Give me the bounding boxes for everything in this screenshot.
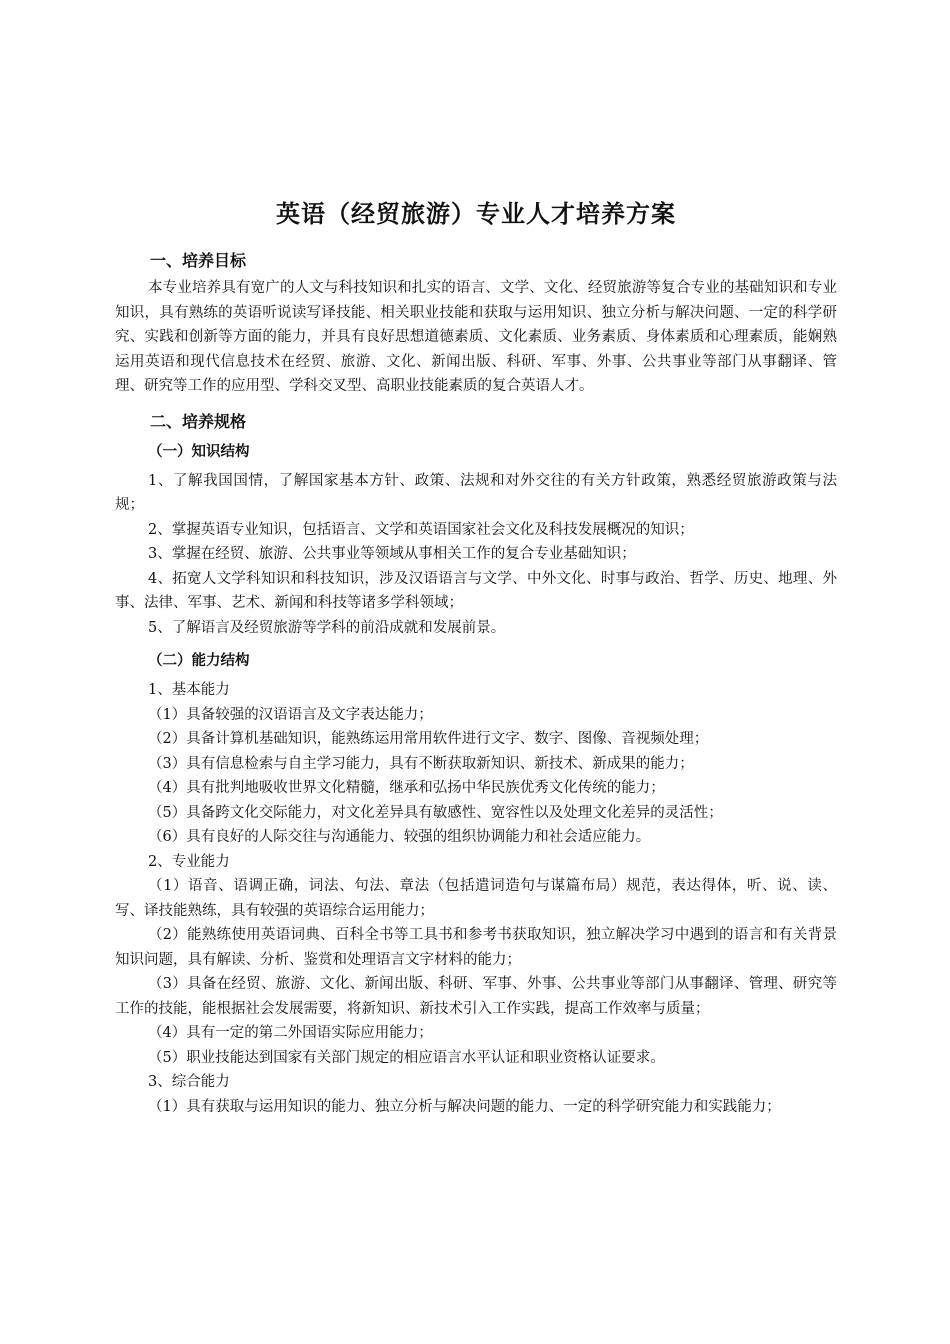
knowledge-item: 2、掌握英语专业知识，包括语言、文学和英语国家社会文化及科技发展概况的知识；	[148, 521, 694, 538]
basic-ability-item: （2）具备计算机基础知识，能熟练运用常用软件进行文字、数字、图像、音视频处理；	[148, 731, 709, 747]
knowledge-item: 4、拓宽人文学科知识和科技知识，涉及汉语语言与文学、中外文化、时事与政治、哲学、历史、地理、外事、法律、军事、艺术、新闻和科技等诸多学科领域；	[115, 570, 837, 611]
professional-ability-item: （5）职业技能达到国家有关部门规定的相应语言水平认证和职业资格认证要求。	[148, 1049, 665, 1066]
basic-ability-item: （1）具备较强的汉语语言及文字表达能力；	[148, 706, 433, 723]
knowledge-item: 1、了解我国国情，了解国家基本方针、政策、法规和对外交往的有关方针政策，熟悉经贸旅游政策与法规；	[115, 472, 837, 513]
professional-ability-item: （2）能熟练使用英语词典、百科全书等工具书和参考书获取知识，独立解决学习中遇到的语言和有关背景知识问题，具有解读、分析、鉴赏和处理语言文字材料的能力；	[115, 927, 837, 968]
basic-ability-item: （4）具有批判地吸收世界文化精髓，继承和弘扬中华民族优秀文化传统的能力；	[148, 780, 665, 796]
goals-paragraph: 本专业培养具有宽广的人文与科技知识和扎实的语言、文学、文化、经贸旅游等复合专业的基础知识和专业知识，具有熟练的英语听说读写译技能、相关职业技能和获取与运用知识、独立分析与解决问题、一定的科学研究、实践和创新等方面的能力，并具有良好思想道德素质、文化素质、业务素质、身体素质和心理素质，能娴熟运用英语和现代信息技术在经贸、旅游、文化、新闻出版、科研、军事、外事、公共事业等部门从事翻译、管理、研究等工作的应用型、学科交叉型、高职业技能素质的复合英语人才。	[115, 280, 837, 394]
basic-ability-item: （3）具有信息检索与自主学习能力，具有不断获取新知识、新技术、新成果的能力；	[148, 755, 694, 772]
professional-ability-item: （3）具备在经贸、旅游、文化、新闻出版、科研、军事、外事、公共事业等部门从事翻译、管理、研究等工作的技能，能根据社会发展需要，将新知识、新技术引入工作实践，提高工作效率与质量；	[115, 976, 837, 1017]
basic-ability-item: （6）具有良好的人际交往与沟通能力、较强的组织协调能力和社会适应能力。	[148, 829, 651, 845]
knowledge-item: 5、了解语言及经贸旅游等学科的前沿成就和发展前景。	[148, 619, 506, 636]
subsection-heading-ability: （二）能力结构	[148, 653, 250, 669]
subsection-heading-knowledge: （一）知识结构	[148, 443, 250, 460]
ability-subheading-professional: 2、专业能力	[148, 853, 230, 870]
document-title: 英语（经贸旅游）专业人才培养方案	[276, 200, 676, 228]
ability-subheading-basic: 1、基本能力	[148, 682, 230, 698]
professional-ability-item: （4）具有一定的第二外国语实际应用能力；	[148, 1025, 433, 1041]
section-heading-specs: 二、培养规格	[150, 411, 247, 431]
section-heading-goals: 一、培养目标	[150, 251, 247, 270]
professional-ability-item: （1）语音、语调正确，词法、句法、章法（包括遣词造句与谋篇布局）规范，表达得体，听、说、读、写、译技能熟练，具有较强的英语综合运用能力；	[115, 878, 837, 919]
knowledge-item: 3、掌握在经贸、旅游、公共事业等领域从事相关工作的复合专业基础知识；	[148, 546, 636, 562]
basic-ability-item: （5）具备跨文化交际能力，对文化差异具有敏感性、宽容性以及处理文化差异的灵活性；	[148, 804, 723, 821]
comprehensive-ability-item: （1）具有获取与运用知识的能力、独立分析与解决问题的能力、一定的科学研究能力和实践能力；	[148, 1098, 781, 1115]
document-page	[115, 196, 837, 1119]
ability-subheading-comprehensive: 3、综合能力	[148, 1074, 230, 1090]
